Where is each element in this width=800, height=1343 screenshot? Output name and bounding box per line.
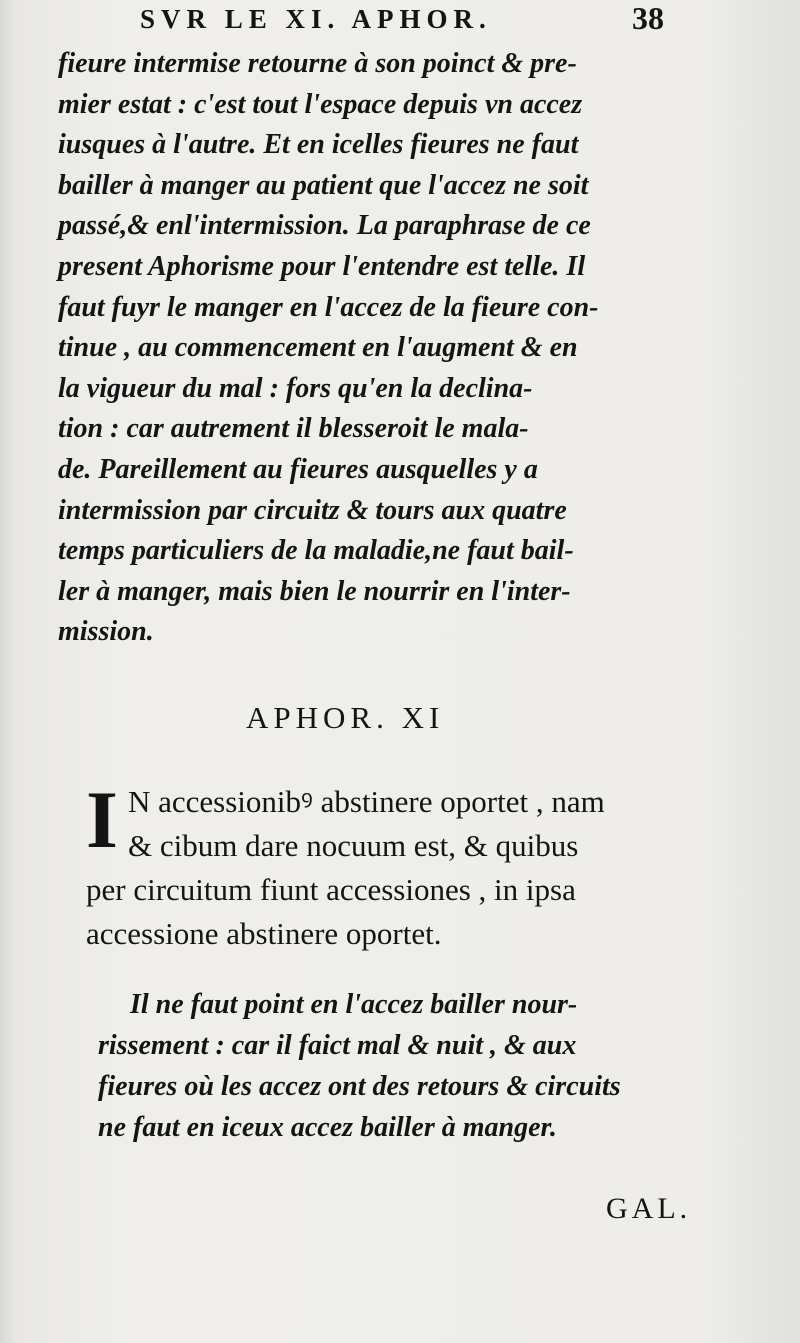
- text-line: tion : car autrement il blesseroit le mala-: [58, 413, 529, 445]
- commentary-paragraph: [58, 44, 698, 653]
- page-number: 38: [632, 0, 664, 36]
- text-line: la vigueur du mal : fors qu'en la declina-: [58, 372, 533, 404]
- text-line: per circuitum fiunt accessiones , in ipsa: [86, 872, 576, 907]
- text-line: mission.: [58, 616, 154, 648]
- text-line: passé,& enl'intermission. La paraphrase de ce: [58, 210, 591, 242]
- text-line: ne faut en iceux accez bailler à manger.: [98, 1112, 557, 1143]
- text-line: fieures où les accez ont des retours & circuits: [98, 1071, 621, 1102]
- catchword: GAL.: [606, 1192, 692, 1225]
- text-line: bailler à manger au patient que l'accez ne soit: [58, 169, 589, 201]
- text-line: de. Pareillement au fieures ausquelles y a: [58, 453, 538, 485]
- text-line: tinue , au commencement en l'augment & en: [58, 332, 578, 364]
- text-line: present Aphorisme pour l'entendre est telle. Il: [58, 250, 586, 282]
- text-line: faut fuyr le manger en l'accez de la fieure con-: [58, 291, 599, 323]
- text-line: temps particuliers de la maladie,ne faut bail-: [58, 535, 574, 567]
- aphorism-latin-text: [86, 774, 716, 956]
- text-line: N accessionibꝰ abstinere oportet , nam: [128, 784, 605, 819]
- section-heading: APHOR. XI: [246, 700, 445, 735]
- text-line: ler à manger, mais bien le nourrir en l'inter-: [58, 575, 571, 607]
- text-line: & cibum dare nocuum est, & quibus: [128, 828, 579, 863]
- text-line: Il ne faut point en l'accez bailler nour-: [130, 989, 578, 1020]
- text-line: rissement : car il faict mal & nuit , & aux: [98, 1030, 577, 1061]
- text-line: mier estat : c'est tout l'espace depuis vn accez: [58, 88, 583, 120]
- text-line: intermission par circuitz & tours aux quatre: [58, 494, 567, 526]
- running-head: SVR LE XI. APHOR.: [140, 4, 492, 34]
- drop-cap-initial: I: [86, 774, 118, 865]
- text-line: iusques à l'autre. Et en icelles fieures ne faut: [58, 129, 579, 161]
- french-translation: [98, 984, 718, 1148]
- text-line: fieure intermise retourne à son poinct & pre-: [58, 48, 577, 79]
- text-line: accessione abstinere oportet.: [86, 916, 442, 951]
